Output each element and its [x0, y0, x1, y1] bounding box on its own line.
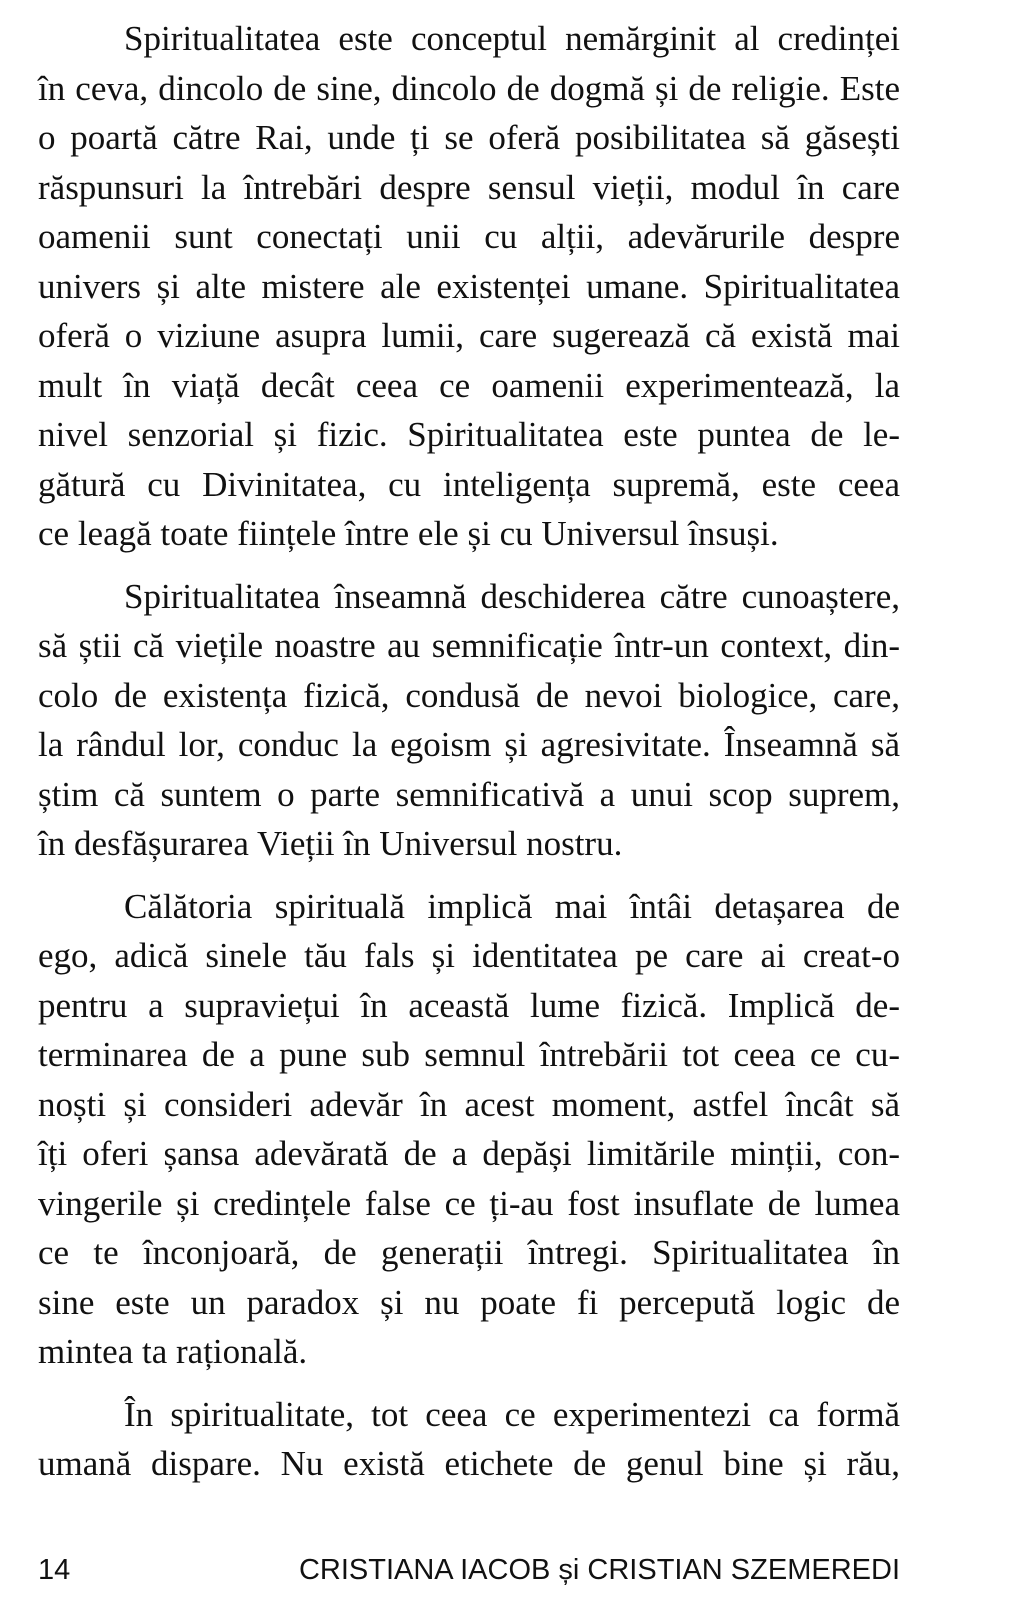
- text-line: terminarea de a pune sub semnul întrebării tot ceea ce cu-: [38, 1035, 900, 1074]
- paragraph-4: [38, 1390, 900, 1489]
- text-line: oamenii sunt conectați unii cu alții, adevărurile despre: [38, 217, 900, 256]
- text-line: știm că suntem o parte semnificativă a unui scop suprem,: [38, 774, 900, 814]
- text-line: în ceva, dincolo de sine, dincolo de dogmă și de religie. Este: [38, 68, 900, 108]
- text-line: umană dispare. Nu există etichete de genul bine și rău,: [38, 1444, 900, 1483]
- running-head: CRISTIANA IACOB și CRISTIAN SZEMEREDI: [298, 1554, 900, 1586]
- text-line: noști și consideri adevăr în acest moment, astfel încât să: [38, 1084, 900, 1124]
- text-line: răspunsuri la întrebări despre sensul vieții, modul în care: [38, 167, 900, 207]
- text-line: oferă o viziune asupra lumii, care sugerează că există mai: [38, 316, 900, 355]
- text-line: sine este un paradox și nu poate fi percepută logic de: [38, 1282, 900, 1322]
- text-line: la rândul lor, conduc la egoism și agresivitate. Înseamnă să: [38, 725, 900, 764]
- text-line: univers și alte mistere ale existenței umane. Spiritualitatea: [38, 266, 900, 306]
- text-line: În spiritualitate, tot ceea ce experimentezi ca formă: [124, 1394, 900, 1434]
- text-line: vingerile și credințele false ce ți-au fost insuflate de lumea: [38, 1183, 900, 1223]
- text-line: Spiritualitatea înseamnă deschiderea către cunoaștere,: [124, 576, 900, 616]
- text-line: Spiritualitatea este conceptul nemărginit al credinței: [124, 19, 900, 58]
- text-line: în desfășurarea Vieții în Universul nostru.: [38, 824, 623, 863]
- text-line: mintea ta rațională.: [38, 1332, 308, 1371]
- page-number: 14: [38, 1554, 71, 1586]
- text-line: gătură cu Divinitatea, cu inteligența supremă, este ceea: [38, 464, 900, 504]
- text-line: o poartă către Rai, unde ți se oferă posibilitatea să găsești: [38, 118, 900, 157]
- text-line: ce te înconjoară, de generații întregi. Spiritualitatea în: [38, 1233, 900, 1272]
- text-line: ce leagă toate ființele între ele și cu Universul însuși.: [38, 514, 779, 553]
- text-line: nivel senzorial și fizic. Spiritualitatea este puntea de le-: [38, 415, 900, 454]
- text-line: pentru a supraviețui în această lume fizică. Implică de-: [38, 985, 900, 1025]
- text-line: Călătoria spirituală implică mai întâi detașarea de: [124, 886, 900, 926]
- paragraph-3: [38, 882, 900, 1377]
- page-footer: [38, 1553, 900, 1587]
- paragraph-2: [38, 572, 900, 869]
- body-text: [38, 14, 900, 1489]
- text-line: mult în viață decât ceea ce oamenii experimentează, la: [38, 365, 900, 405]
- text-line: îți oferi șansa adevărată de a depăși limitările minții, con-: [38, 1134, 900, 1173]
- paragraph-1: [38, 14, 900, 559]
- text-line: să știi că viețile noastre au semnificație într-un context, din-: [38, 626, 900, 665]
- text-line: colo de existența fizică, condusă de nevoi biologice, care,: [38, 675, 900, 715]
- text-line: ego, adică sinele tău fals și identitatea pe care ai creat-o: [38, 936, 900, 975]
